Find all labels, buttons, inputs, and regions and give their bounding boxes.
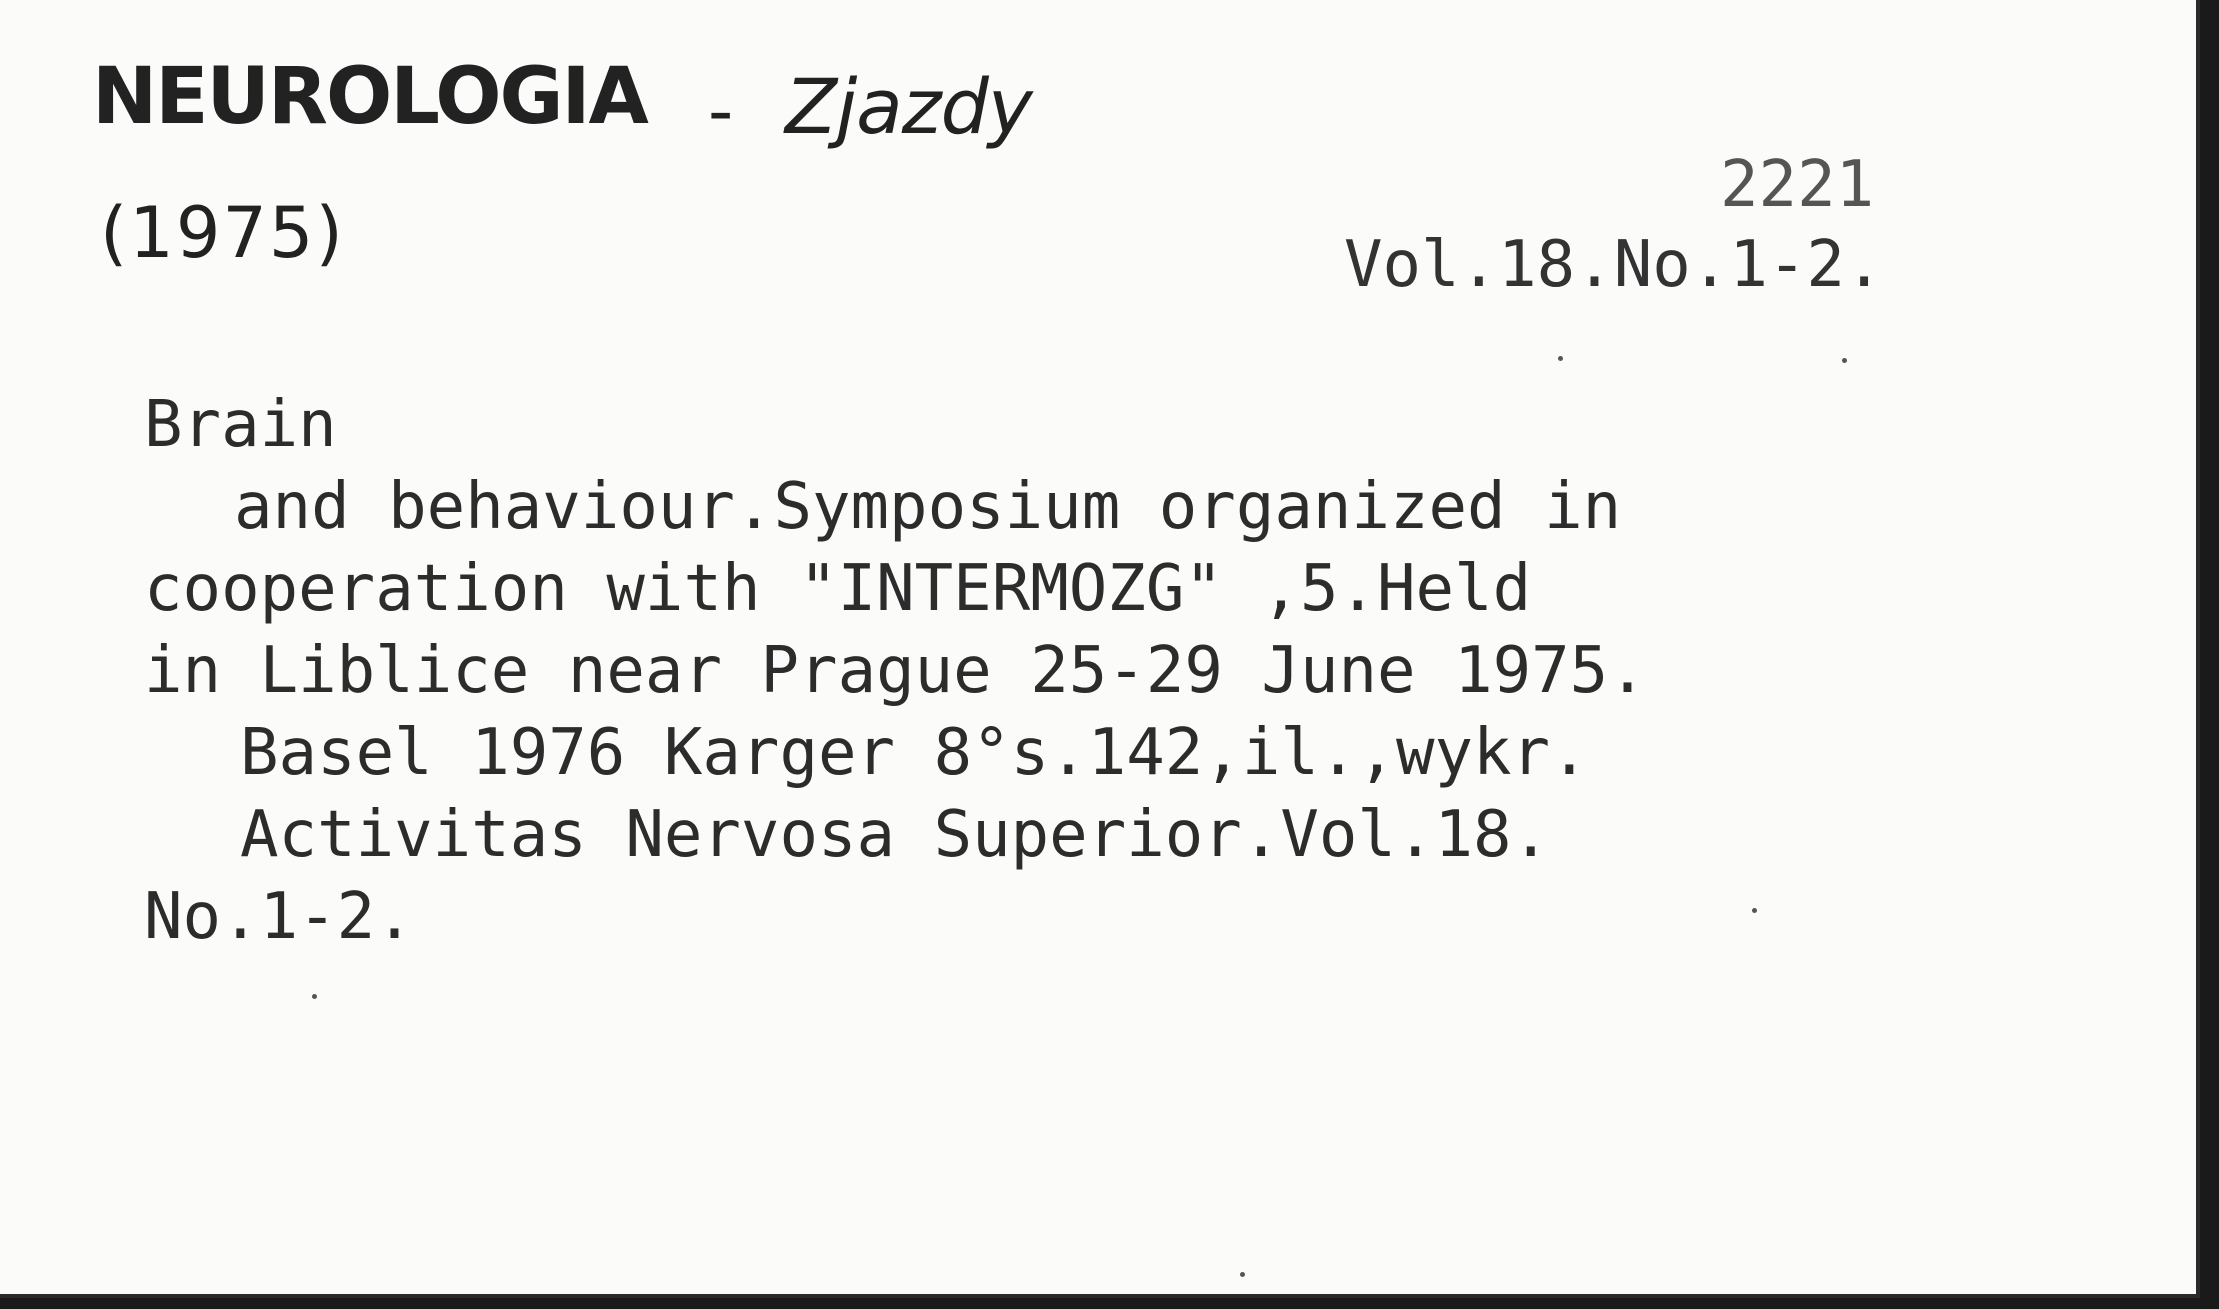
- description-line: and behaviour.Symposium organized in: [234, 470, 1622, 544]
- dust-speck: [312, 994, 317, 999]
- dust-speck: [1240, 1272, 1245, 1277]
- subject-subdivision: Zjazdy: [785, 62, 1032, 151]
- call-number: 2221: [1720, 148, 1875, 222]
- dust-speck: [1842, 358, 1847, 363]
- heading-year: (1975): [100, 192, 345, 274]
- volume-designation: Vol.18.No.1-2.: [1344, 228, 1884, 302]
- description-line: in Liblice near Prague 25-29 June 1975.: [144, 634, 1647, 708]
- series-line: No.1-2.: [144, 880, 414, 954]
- dust-speck: [1558, 356, 1563, 361]
- title-line: Brain: [144, 388, 337, 462]
- heading-dash: -: [708, 70, 734, 152]
- dust-speck: [1752, 908, 1757, 913]
- series-line: Activitas Nervosa Superior.Vol.18.: [240, 798, 1551, 872]
- imprint-line: Basel 1976 Karger 8°s.142,il.,wykr.: [240, 716, 1589, 790]
- subject-heading: NEUROLOGIA: [92, 52, 647, 142]
- description-line: cooperation with "INTERMOZG" ,5.Held: [144, 552, 1532, 626]
